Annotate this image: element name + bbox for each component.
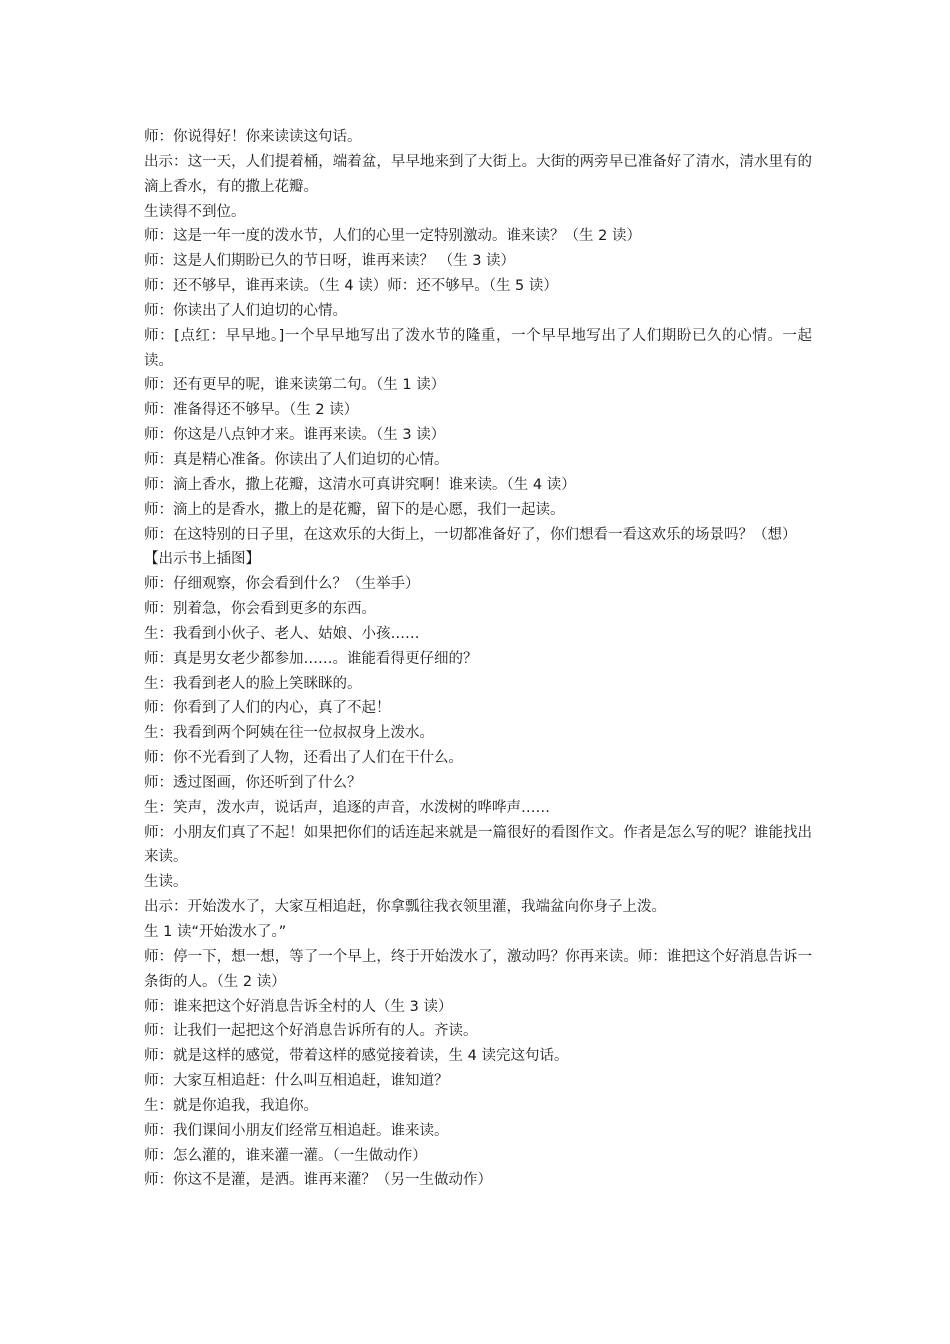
text-line: 生：就是你追我，我追你。 [144, 1097, 318, 1114]
section-heading: 【出示书上插图】 [144, 551, 260, 568]
text-line: 师：别着急，你会看到更多的东西。 [144, 601, 376, 618]
text-line: 师：你这不是灌，是洒。谁再来灌？（另一生做动作） [144, 1172, 492, 1189]
text-line: 出示：开始泼水了，大家互相追赶，你拿瓢往我衣领里灌，我端盆向你身子上泼。 [144, 899, 666, 916]
text-line: 师：你读出了人们迫切的心情。 [144, 302, 347, 319]
text-line: 师：让我们一起把这个好消息告诉所有的人。齐读。 [144, 1023, 478, 1040]
text-line: 师：透过图画，你还听到了什么？ [144, 774, 362, 791]
text-line: 生读得不到位。 [144, 203, 246, 220]
text-line: 生：我看到两个阿姨在往一位叔叔身上泼水。 [144, 725, 434, 742]
text-line: 师：还不够早，谁再来读。（生 4 读）师：还不够早。（生 5 读） [144, 278, 558, 295]
text-line: 师：停一下，想一想，等了一个早上，终于开始泼水了，激动吗？你再来读。师：谁把这个好消息告诉一条街的人。（生 2 读） [144, 948, 812, 990]
text-line: 师：准备得还不够早。（生 2 读） [144, 402, 359, 419]
text-line: 生：我看到老人的脸上笑眯眯的。 [144, 675, 362, 692]
text-line: 师：在这特别的日子里，在这欢乐的大街上，一切都准备好了，你们想看一看这欢乐的场景吗？（想） [144, 526, 797, 543]
text-line: 师：你看到了人们的内心，真了不起！ [144, 700, 391, 717]
text-line: 师：仔细观察，你会看到什么？（生举手） [144, 576, 420, 593]
text-line: 师：怎么灌的，谁来灌一灌。（一生做动作） [144, 1147, 427, 1164]
text-line: 出示：这一天，人们提着桶，端着盆，早早地来到了大街上。大街的两旁早已准备好了清水，清水里有的滴上香水，有的撒上花瓣。 [144, 153, 812, 195]
text-line: 师：真是男女老少都参加……。谁能看得更仔细的？ [144, 650, 478, 667]
text-line: 师：我们课间小朋友们经常互相追赶。谁来读。 [144, 1122, 449, 1139]
text-line: 生：我看到小伙子、老人、姑娘、小孩…… [144, 625, 420, 642]
text-line: 师：大家互相追赶：什么叫互相追赶，谁知道？ [144, 1073, 449, 1090]
text-line: 师：你不光看到了人物，还看出了人们在干什么。 [144, 750, 463, 767]
text-line: 师：就是这样的感觉，带着这样的感觉接着读，生 4 读完这句话。 [144, 1048, 569, 1065]
text-line: 师：小朋友们真了不起！如果把你们的话连起来就是一篇很好的看图作文。作者是怎么写的呢？谁能找出来读。 [144, 824, 812, 866]
text-line: 生 1 读“开始泼水了。” [144, 924, 287, 940]
text-line: 师：谁来把这个好消息告诉全村的人（生 3 读） [144, 998, 453, 1015]
text-line: 师：真是精心准备。你读出了人们迫切的心情。 [144, 451, 449, 468]
text-line: 师：这是人们期盼已久的节日呀，谁再来读？ （生 3 读） [144, 253, 516, 270]
text-line: 师：你说得好！你来读读这句话。 [144, 129, 362, 145]
text-line: 师：还有更早的呢，谁来读第二句。（生 1 读） [144, 377, 446, 394]
text-line: 师：这是一年一度的泼水节，人们的心里一定特别激动。谁来读？（生 2 读） [144, 228, 641, 245]
text-line: 师：[点红：早早地。]一个早早地写出了泼水节的隆重，一个早早地写出了人们期盼已久的心情。一起读。 [144, 327, 812, 369]
document-body [144, 125, 812, 1193]
text-line: 师：你这是八点钟才来。谁再来读。（生 3 读） [144, 427, 446, 444]
text-line: 生读。 [144, 874, 188, 891]
text-line: 生：笑声，泼水声，说话声，追逐的声音，水泼树的哗哗声…… [144, 799, 550, 816]
text-line: 师：滴上的是香水，撒上的是花瓣，留下的是心愿，我们一起读。 [144, 501, 565, 518]
text-line: 师：滴上香水，撒上花瓣，这清水可真讲究啊！谁来读。（生 4 读） [144, 476, 576, 493]
